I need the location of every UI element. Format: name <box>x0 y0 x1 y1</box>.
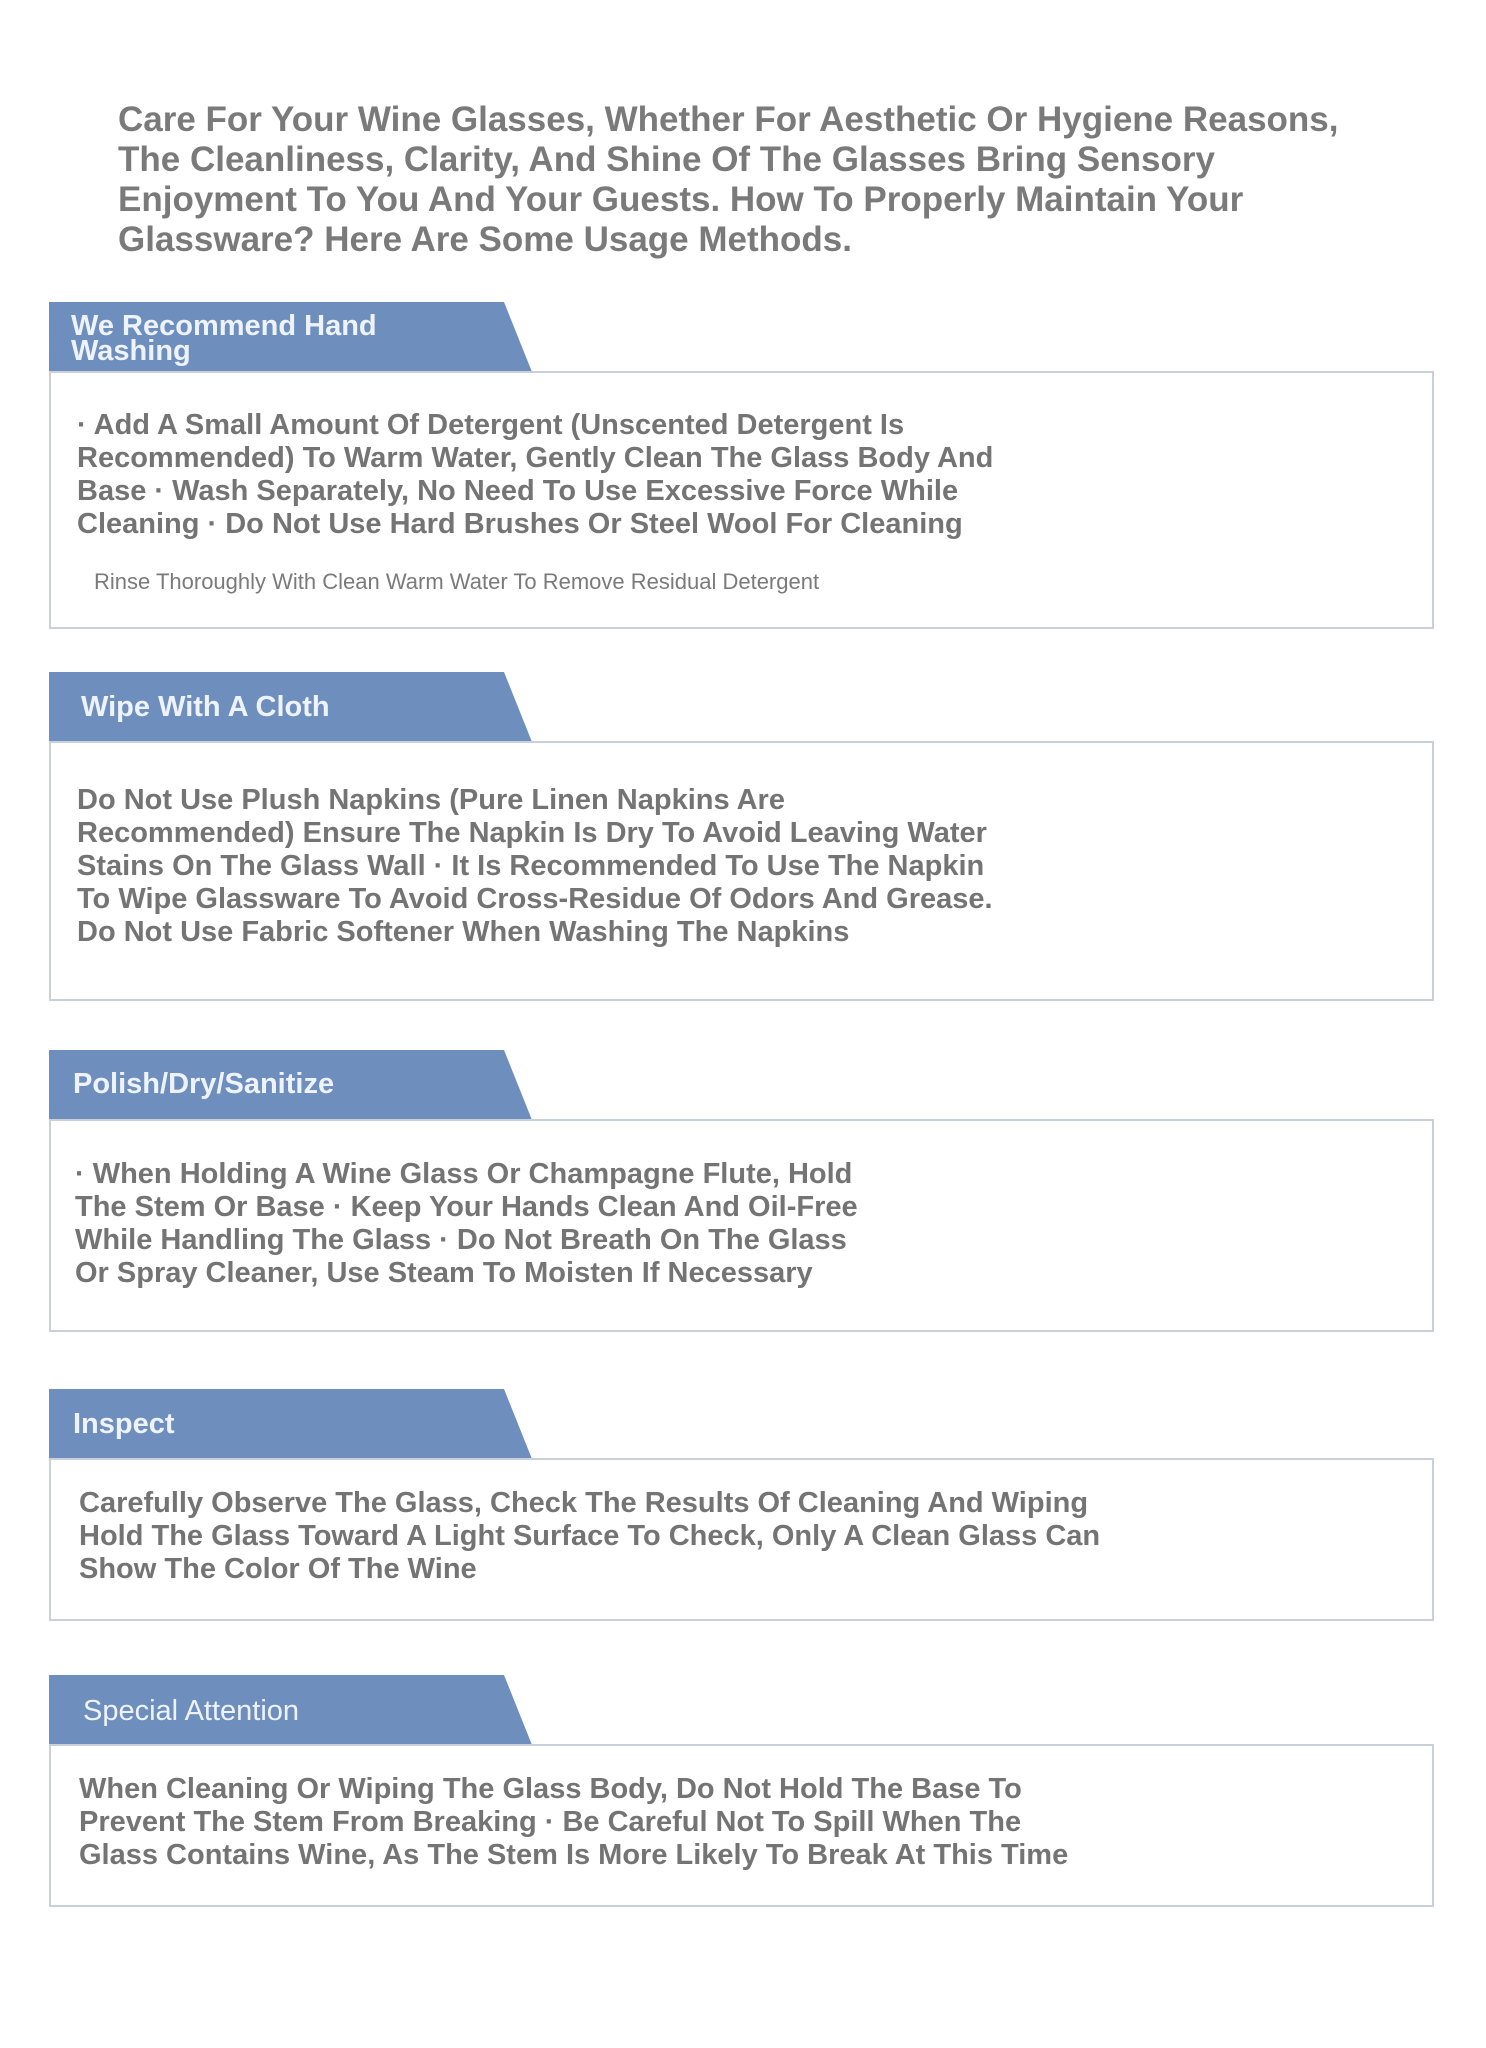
section-body: · When Holding A Wine Glass Or Champagne Flute, Hold The Stem Or Base · Keep Your Hands Clean And Oil-Free While Handling The Glass · Do Not Breath On The Glass Or Spray Cleaner, Use Steam To Moisten If Necessary <box>75 1158 858 1289</box>
section-note: Rinse Thoroughly With Clean Warm Water To Remove Residual Detergent <box>94 569 820 594</box>
section-body: Carefully Observe The Glass, Check The Results Of Cleaning And Wiping Hold The Glass Toward A Light Surface To Check, Only A Clean Glass Can Show The Color Of The Wine <box>79 1487 1101 1585</box>
intro-line: Glassware? Here Are Some Usage Methods. <box>118 220 852 259</box>
section-box <box>49 371 1434 629</box>
intro-paragraph <box>118 100 1378 260</box>
section-wipe-with-cloth <box>49 672 1434 1002</box>
section-box <box>49 1119 1434 1332</box>
section-title: We Recommend Hand Washing <box>71 310 377 367</box>
section-box <box>49 1458 1434 1621</box>
section-body: When Cleaning Or Wiping The Glass Body, Do Not Hold The Base To Prevent The Stem From Breaking · Be Careful Not To Spill When The Glass Contains Wine, As The Stem Is More Likely To Break At This Time <box>79 1773 1069 1871</box>
section-special-attention <box>49 1675 1434 1910</box>
intro-line: Enjoyment To You And Your Guests. How To Properly Maintain Your <box>118 180 1244 219</box>
section-title: Wipe With A Cloth <box>81 691 330 723</box>
intro-line: Care For Your Wine Glasses, Whether For Aesthetic Or Hygiene Reasons, <box>118 100 1339 139</box>
section-box <box>49 741 1434 1001</box>
section-polish-dry-sanitize <box>49 1050 1434 1335</box>
section-title: Polish/Dry/Sanitize <box>73 1068 335 1100</box>
section-body: Do Not Use Plush Napkins (Pure Linen Napkins Are Recommended) Ensure The Napkin Is Dry To Avoid Leaving Water Stains On The Glass Wall · It Is Recommended To Use The Napkin To Wipe Glassware To Avoid Cross-Residue Of Odors And Grease. Do Not Use Fabric Softener When Washing The Napkins <box>77 784 993 948</box>
section-title: Special Attention <box>83 1695 300 1727</box>
intro-line: The Cleanliness, Clarity, And Shine Of The Glasses Bring Sensory <box>118 140 1215 179</box>
section-inspect <box>49 1389 1434 1624</box>
section-box <box>49 1744 1434 1907</box>
section-body: · Add A Small Amount Of Detergent (Unscented Detergent Is Recommended) To Warm Water, Gently Clean The Glass Body And Base · Wash Separately, No Need To Use Excessive Force While Cleaning · Do Not Use Hard Brushes Or Steel Wool For Cleaning <box>77 409 994 540</box>
section-hand-washing <box>49 302 1434 629</box>
section-title: Inspect <box>73 1408 175 1440</box>
